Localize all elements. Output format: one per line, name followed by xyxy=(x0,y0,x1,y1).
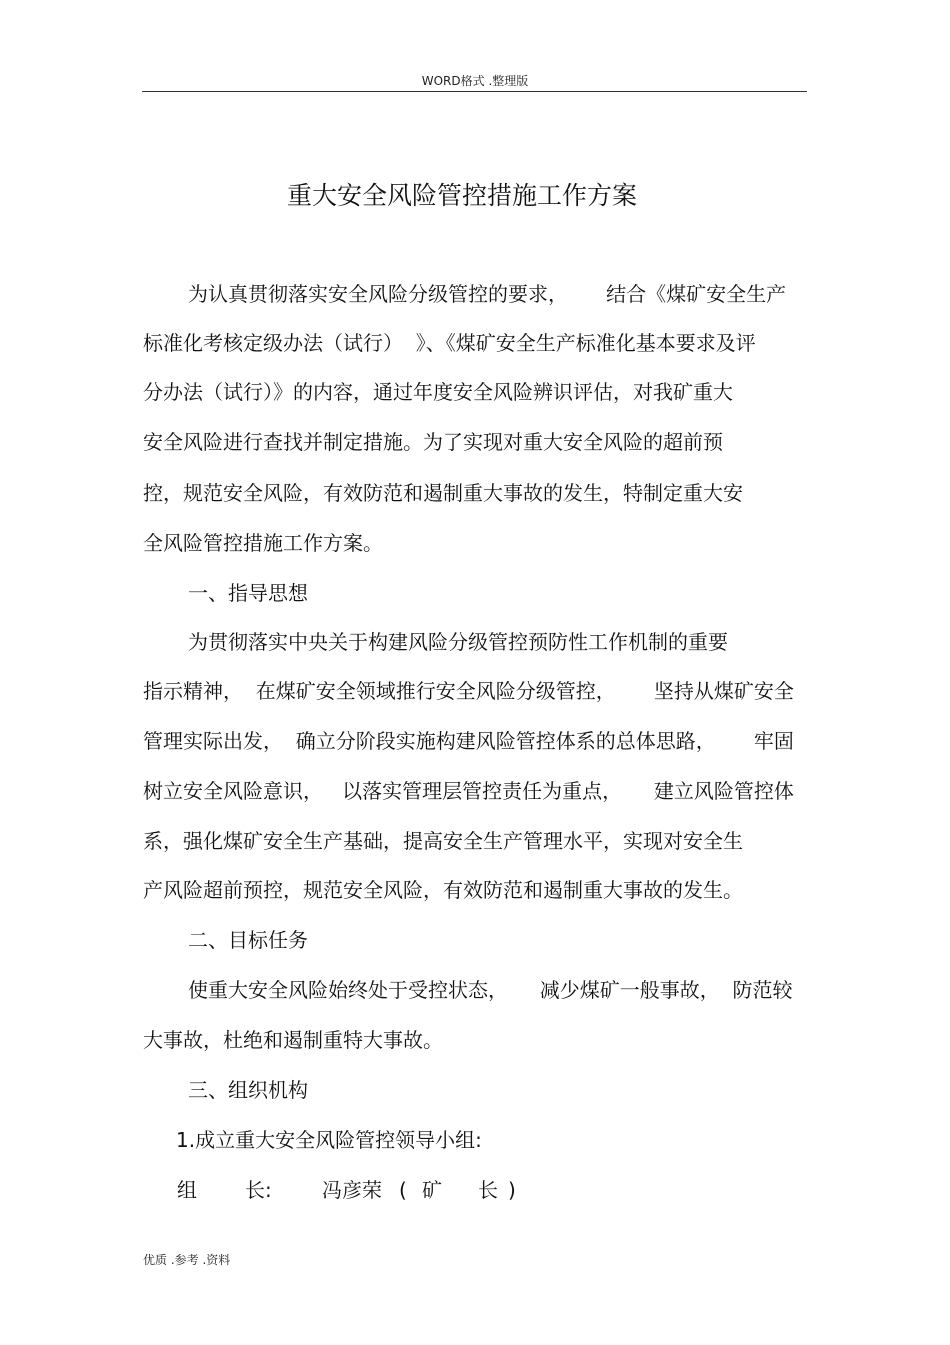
body-line: 使重大安全风险始终处于受控状态， 减少煤矿一般事故， 防范较 xyxy=(188,978,793,1002)
page-header: WORD格式 .整理版 xyxy=(421,74,529,88)
section-heading: 二、目标任务 xyxy=(188,928,308,952)
leader-label-part: 组 xyxy=(177,1178,197,1202)
leader-title-part: 长 xyxy=(478,1178,498,1202)
body-line: 分办法（试行）》的内容，通过年度安全风险辨识评估，对我矿重大 xyxy=(143,380,733,404)
body-line: 安全风险进行查找并制定措施。为了实现对重大安全风险的超前预 xyxy=(143,430,723,454)
body-line: 为贯彻落实中央关于构建风险分级管控预防性工作机制的重要 xyxy=(188,630,728,654)
document-title: 重大安全风险管控措施工作方案 xyxy=(286,181,637,210)
body-line: 标准化考核定级办法（试行） 》、《煤矿安全生产标准化基本要求及评 xyxy=(143,331,756,355)
leader-label-part: 长: xyxy=(245,1178,272,1202)
body-line: 系，强化煤矿安全生产基础，提高安全生产管理水平，实现对安全生 xyxy=(143,829,743,853)
body-line: 大事故，杜绝和遏制重特大事故。 xyxy=(143,1028,443,1052)
leader-title-part: 矿 xyxy=(422,1178,442,1202)
header-divider xyxy=(142,91,807,92)
leader-paren: ) xyxy=(508,1178,516,1202)
leader-paren: ( xyxy=(399,1178,407,1202)
body-line: 全风险管控措施工作方案。 xyxy=(143,531,383,555)
body-line: 控，规范安全风险，有效防范和遏制重大事故的发生，特制定重大安 xyxy=(143,481,743,505)
body-line: 树立安全风险意识， 以落实管理层管控责任为重点， 建立风险管控体 xyxy=(143,779,794,803)
body-line: 产风险超前预控，规范安全风险，有效防范和遏制重大事故的发生。 xyxy=(143,878,743,902)
section-heading: 一、指导思想 xyxy=(188,581,308,605)
section-heading: 三、组织机构 xyxy=(188,1078,308,1102)
body-line: 指示精神， 在煤矿安全领域推行安全风险分级管控， 坚持从煤矿安全 xyxy=(143,679,794,703)
leader-name: 冯彦荣 xyxy=(322,1178,382,1202)
body-line: 管理实际出发， 确立分阶段实施构建风险管控体系的总体思路， 牢固 xyxy=(143,729,794,753)
body-line: 为认真贯彻落实安全风险分级管控的要求， 结合《煤矿安全生产 xyxy=(188,282,787,306)
page-footer: 优质 .参考 .资料 xyxy=(143,1253,231,1267)
subsection-heading: 1.成立重大安全风险管控领导小组: xyxy=(176,1128,482,1152)
